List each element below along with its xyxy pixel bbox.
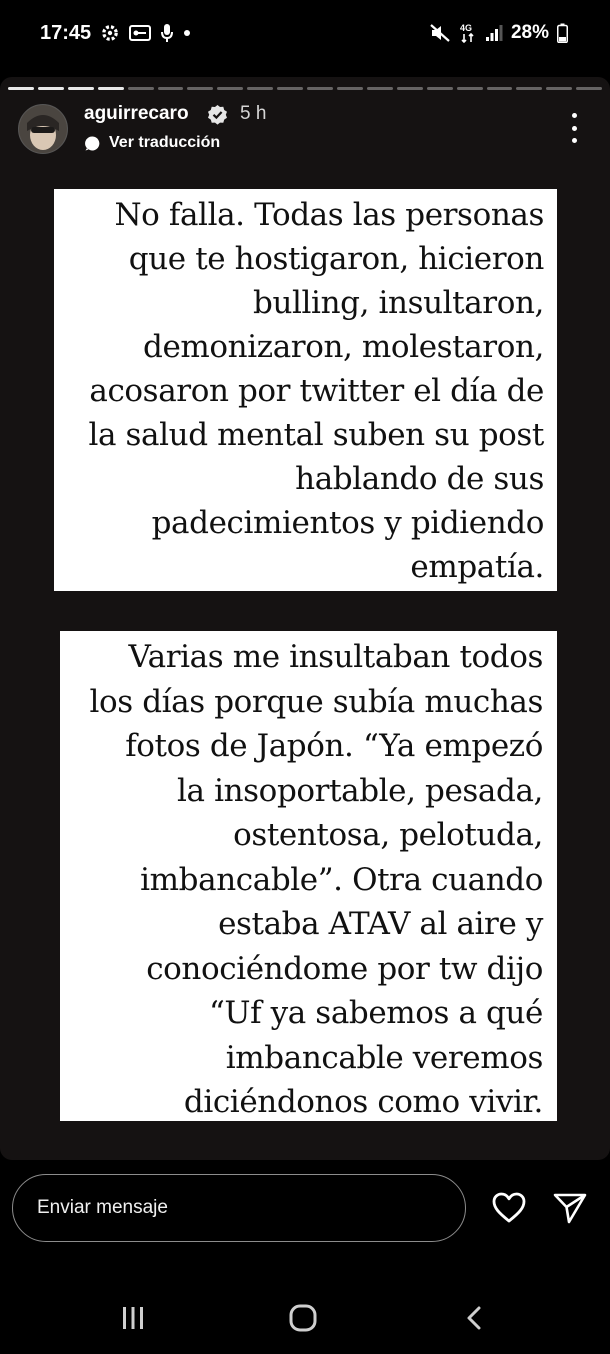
system-navigation-bar xyxy=(0,1285,610,1354)
translate-label: Ver traducción xyxy=(109,134,221,151)
progress-segment xyxy=(277,87,303,90)
more-dot xyxy=(572,113,577,118)
network-4g-icon xyxy=(459,22,477,44)
signal-icon xyxy=(485,24,503,42)
progress-segment xyxy=(427,87,453,90)
send-message-input[interactable] xyxy=(12,1174,466,1242)
send-share-icon[interactable] xyxy=(552,1190,588,1226)
status-left xyxy=(40,19,191,47)
progress-segment xyxy=(128,87,154,90)
translate-bubble-icon xyxy=(84,135,101,152)
dot-icon xyxy=(183,29,191,37)
more-options-icon[interactable] xyxy=(564,113,584,143)
vpn-key-icon xyxy=(129,24,151,42)
progress-segment xyxy=(247,87,273,90)
story-progress-bar xyxy=(8,87,602,90)
story-text-box-2: Varias me insultaban todos los días porque subía muchas fotos de Japón. “Ya empezó la insoportable, pesada, ostentosa, pelotuda, imbancable”. Otra cuando estaba ATAV al aire y conociéndome por tw dijo “Uf ya sabemos a qué imbancable veremos diciéndonos como vivir. xyxy=(60,631,557,1121)
translate-button[interactable] xyxy=(84,132,220,154)
progress-segment xyxy=(68,87,94,90)
progress-segment xyxy=(337,87,363,90)
story-time-ago: 5 h xyxy=(240,103,267,124)
like-heart-icon[interactable] xyxy=(491,1190,527,1226)
microphone-icon xyxy=(160,23,174,43)
progress-segment xyxy=(367,87,393,90)
progress-segment xyxy=(38,87,64,90)
username[interactable]: aguirrecaro xyxy=(84,103,189,124)
progress-segment xyxy=(487,87,513,90)
progress-segment xyxy=(546,87,572,90)
progress-segment xyxy=(98,87,124,90)
battery-icon xyxy=(557,23,568,43)
more-dot xyxy=(572,126,577,131)
network-label: 4G xyxy=(459,23,472,33)
progress-segment xyxy=(457,87,483,90)
back-icon[interactable] xyxy=(460,1303,490,1333)
progress-segment xyxy=(8,87,34,90)
mute-icon xyxy=(429,23,451,43)
status-time: 17:45 xyxy=(40,21,92,44)
send-message-placeholder: Enviar mensaje xyxy=(37,1197,168,1218)
status-bar xyxy=(0,0,610,66)
gear-icon xyxy=(100,23,120,43)
progress-segment xyxy=(397,87,423,90)
progress-segment xyxy=(187,87,213,90)
progress-segment xyxy=(158,87,184,90)
status-right xyxy=(429,19,568,47)
verified-badge-icon xyxy=(207,104,228,125)
progress-segment xyxy=(217,87,243,90)
progress-segment xyxy=(576,87,602,90)
progress-segment xyxy=(516,87,542,90)
story-viewer[interactable] xyxy=(0,77,610,1160)
home-icon[interactable] xyxy=(288,1303,318,1333)
battery-percent: 28% xyxy=(510,22,549,43)
avatar[interactable] xyxy=(18,104,68,154)
recent-apps-icon[interactable] xyxy=(118,1303,148,1333)
progress-segment xyxy=(307,87,333,90)
more-dot xyxy=(572,138,577,143)
story-text-box-1: No falla. Todas las personas que te hostigaron, hicieron bulling, insultaron, demonizaron, molestaron, acosaron por twitter el día de la salud mental suben su post hablando de sus padecimientos y pidiendo empatía. xyxy=(54,189,557,591)
